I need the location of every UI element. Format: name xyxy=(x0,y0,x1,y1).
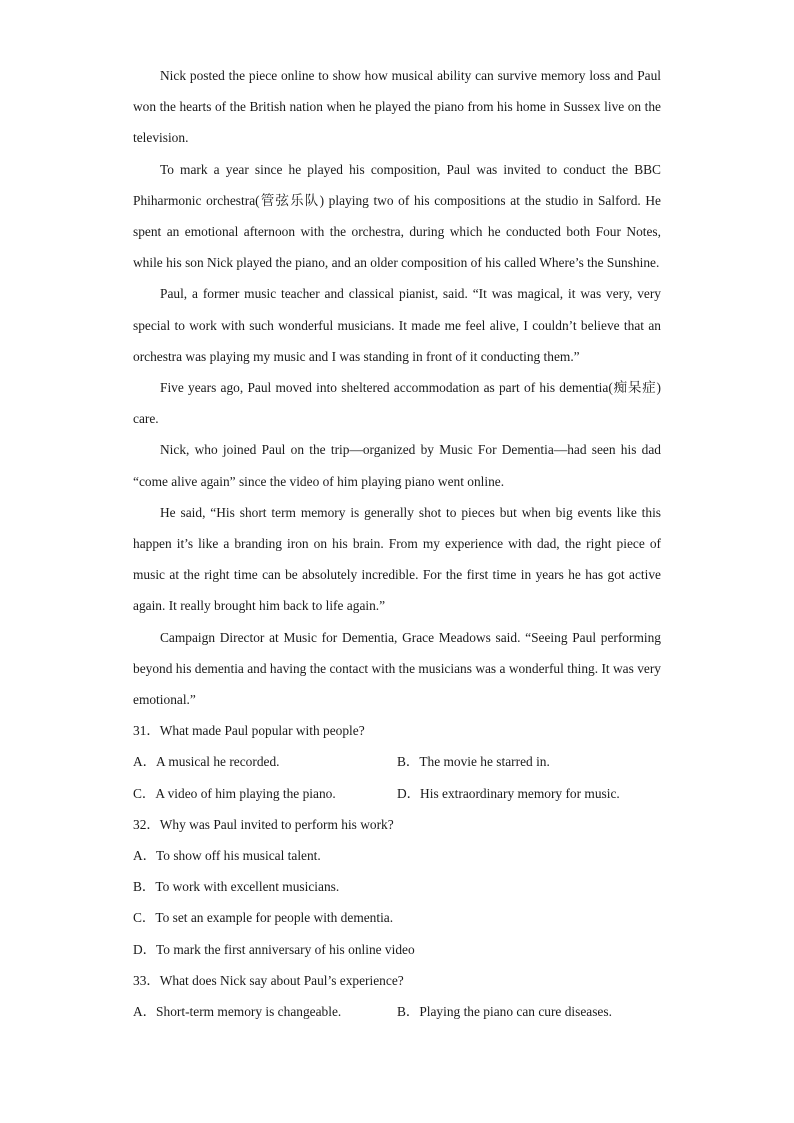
question-31-options-row-1 xyxy=(133,746,661,777)
question-33-stem: 33．What does Nick say about Paul’s experience? xyxy=(133,972,404,988)
question-32-option-d: D．To mark the first anniversary of his online video xyxy=(133,941,415,957)
passage-paragraph-7: Campaign Director at Music for Dementia, Grace Meadows said. “Seeing Paul performing beyond his dementia and having the contact with the musicians was a wonderful thing. It was very emotional.” xyxy=(133,629,661,708)
passage-paragraph-1: Nick posted the piece online to show how musical ability can survive memory loss and Paul won the hearts of the British nation when he played the piano from his home in Sussex live on the television. xyxy=(133,68,661,146)
passage-paragraph-4: Five years ago, Paul moved into sheltered accommodation as part of his dementia(痴呆症) care. xyxy=(133,380,661,427)
question-32-option-a: A．To show off his musical talent. xyxy=(133,848,321,864)
question-32-stem: 32．Why was Paul invited to perform his work? xyxy=(133,816,394,832)
passage-paragraph-6: He said, “His short term memory is generally shot to pieces but when big events like this happen it’s like a branding iron on his brain. From my experience with dad, the right piece of music at the right time can be absolutely incredible. For the first time in years he has got active again. It really brought him back to life again.” xyxy=(133,504,661,614)
passage-paragraph-3: Paul, a former music teacher and classical pianist, said. “It was magical, it was very, very special to work with such wonderful musicians. It made me feel alive, I couldn’t believe that an orchestra was playing my music and I was standing in front of it conducting them.” xyxy=(133,286,661,364)
question-31-option-b: B．The movie he starred in. xyxy=(397,754,550,770)
document-page xyxy=(133,60,661,1027)
question-33-options-row-1 xyxy=(133,996,661,1027)
question-31-option-d: D．His extraordinary memory for music. xyxy=(397,785,620,801)
question-31-option-c: C．A video of him playing the piano. xyxy=(133,785,336,801)
passage-paragraph-2: To mark a year since he played his composition, Paul was invited to conduct the BBC Phiharmonic orchestra(管弦乐队) playing two of his compositions at the studio in Salford. He spent an emotional afternoon with the orchestra, during which he conducted both Four Notes, while his son Nick played the piano, and an older composition of his called Where’s the Sunshine. xyxy=(133,161,661,271)
question-33-option-b: B．Playing the piano can cure diseases. xyxy=(397,1004,612,1020)
passage-paragraph-5: Nick, who joined Paul on the trip—organized by Music For Dementia—had seen his dad “come alive again” since the video of him playing piano went online. xyxy=(133,442,661,489)
question-32 xyxy=(133,809,661,965)
question-33 xyxy=(133,965,661,1027)
question-32-option-b: B．To work with excellent musicians. xyxy=(133,879,340,895)
question-32-option-c: C．To set an example for people with dementia. xyxy=(133,910,394,926)
question-31-stem: 31．What made Paul popular with people? xyxy=(133,723,365,739)
question-31-option-a: A．A musical he recorded. xyxy=(133,754,280,770)
question-31-options-row-2 xyxy=(133,778,661,809)
question-33-option-a: A．Short-term memory is changeable. xyxy=(133,1004,342,1020)
question-31 xyxy=(133,715,661,809)
